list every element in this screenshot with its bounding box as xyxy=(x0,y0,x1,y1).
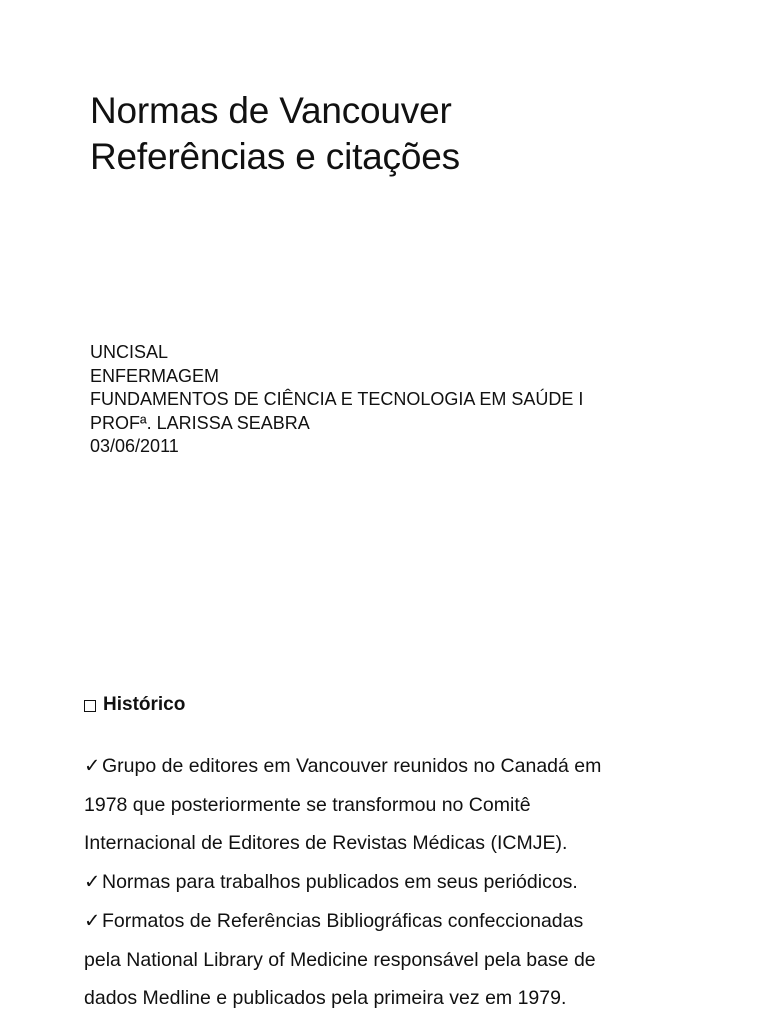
meta-block xyxy=(90,341,583,459)
line-text: Grupo de editores em Vancouver reunidos no Canadá em xyxy=(102,755,602,777)
line-text: Normas para trabalhos publicados em seus periódicos. xyxy=(102,871,578,894)
subject: FUNDAMENTOS DE CIÊNCIA E TECNOLOGIA EM SAÚDE I xyxy=(90,389,584,409)
checkbox-square-icon xyxy=(84,700,96,712)
course: ENFERMAGEM xyxy=(90,365,220,386)
bullet-line xyxy=(84,747,601,786)
body-text xyxy=(84,747,601,1018)
bullet-line xyxy=(84,902,601,941)
document-title-line-2: Referências e citações xyxy=(90,136,460,177)
checkmark-icon: ✓ xyxy=(84,871,101,894)
document-title-line-1: Normas de Vancouver xyxy=(90,90,452,131)
date: 03/06/2011 xyxy=(90,436,179,456)
section-heading-label: Histórico xyxy=(103,694,186,715)
checkmark-icon: ✓ xyxy=(84,909,101,932)
title-block xyxy=(90,88,460,180)
bullet-line xyxy=(84,863,601,902)
continuation-line: 1978 que posteriormente se transformou no Comitê xyxy=(84,793,531,816)
line-text: Formatos de Referências Bibliográficas confeccionadas xyxy=(102,909,584,932)
section-heading xyxy=(84,692,185,718)
continuation-line: Internacional de Editores de Revistas Médicas (ICMJE). xyxy=(84,832,568,855)
checkmark-icon: ✓ xyxy=(84,755,101,777)
continuation-line: pela National Library of Medicine responsável pela base de xyxy=(84,948,596,971)
continuation-line: dados Medline e publicados pela primeira vez em 1979. xyxy=(84,987,567,1010)
professor: PROFª. LARISSA SEABRA xyxy=(90,412,310,433)
institution: UNCISAL xyxy=(90,342,169,362)
